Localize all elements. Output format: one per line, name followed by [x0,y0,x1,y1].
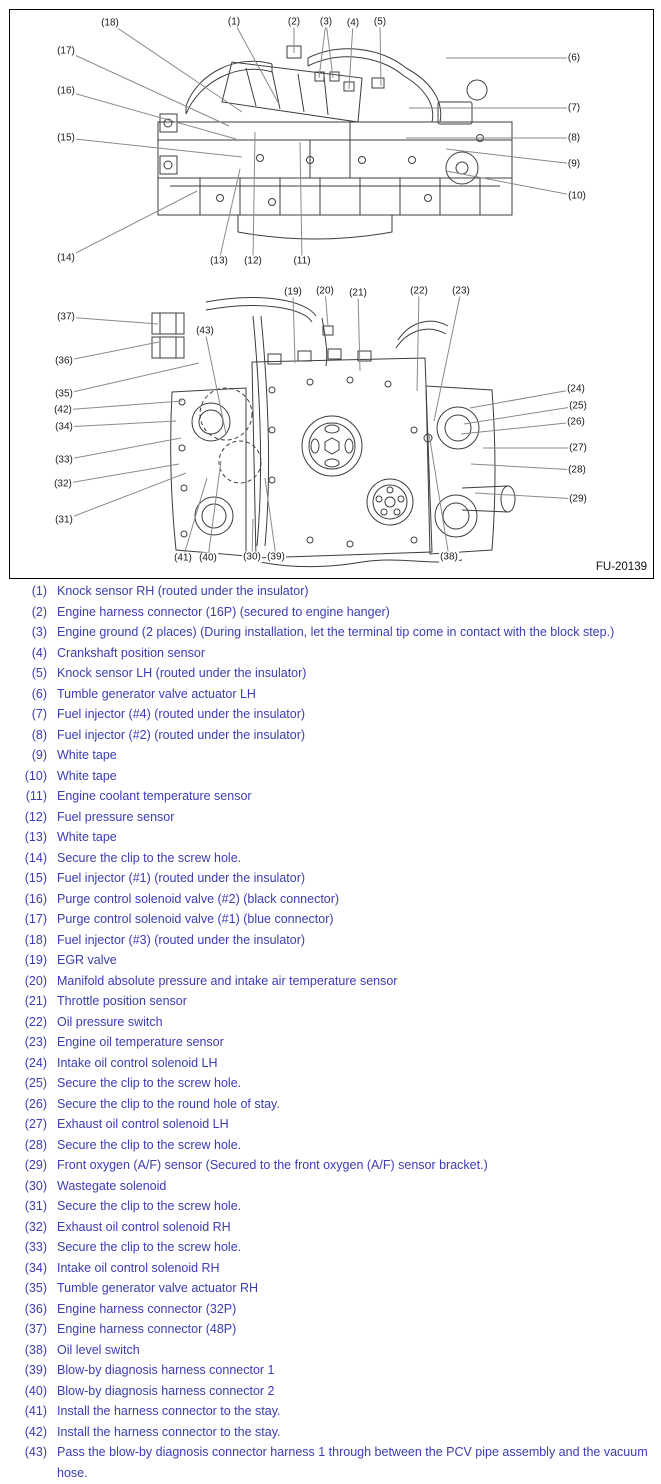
legend-item-text: Engine coolant temperature sensor [57,789,252,803]
legend-item-number: (23) [24,1035,47,1049]
legend-item-text: White tape [57,768,117,783]
legend-item [14,889,655,910]
legend-item [14,766,655,787]
legend-item-number: (24) [24,1055,47,1070]
callout-14: (14) [57,252,75,264]
legend-item-number: (32) [24,1219,47,1234]
legend-item-number: (37) [24,1322,47,1336]
callout-18: (18) [101,17,119,29]
legend-item-text: Exhaust oil control solenoid LH [57,1117,229,1131]
legend-item-text: Fuel injector (#4) (routed under the insulator) [57,707,306,721]
callout-42: (42) [54,404,72,416]
callout-39: (39) [267,551,285,563]
legend-item [14,1155,655,1176]
legend-item-number: (39) [24,1363,47,1377]
legend-item-number: (22) [24,1014,47,1029]
callout-21: (21) [349,287,367,299]
legend-item-number: (10) [24,768,47,783]
callout-13: (13) [210,255,228,267]
legend-item-text: Engine oil temperature sensor [57,1035,224,1049]
legend-item-text: Tumble generator valve actuator RH [57,1281,259,1295]
legend-item-text: Knock sensor LH (routed under the insulator) [57,666,307,680]
legend-item [14,704,655,725]
legend-item [14,622,655,643]
legend-item-number: (9) [31,748,47,762]
legend-item-text: Engine harness connector (16P) (secured to engine hanger) [57,604,390,619]
callout-20: (20) [316,285,334,297]
legend-item [14,663,655,684]
callout-12: (12) [244,255,262,267]
legend-item [14,1422,655,1443]
legend-item [14,950,655,971]
legend-item [14,930,655,951]
callout-33: (33) [55,454,73,466]
legend-item [14,971,655,992]
legend-item-text: Engine ground (2 places) (During installation, let the terminal tip come in contact with the block step.) [57,625,615,639]
legend-item-text: Install the harness connector to the stay. [57,1424,281,1439]
legend-item-number: (4) [31,645,47,660]
callout-9: (9) [567,158,581,170]
legend-item-text: Blow-by diagnosis harness connector 2 [57,1383,275,1398]
callout-4: (4) [346,17,360,29]
legend-item [14,1258,655,1279]
legend-item-text: EGR valve [57,953,117,967]
legend-item [14,909,655,930]
callout-37: (37) [57,311,75,323]
legend-item [14,786,655,807]
legend-item-number: (11) [25,789,47,803]
callout-7: (7) [567,102,581,114]
legend-item-number: (34) [24,1260,47,1275]
legend-item [14,684,655,705]
legend-item [14,725,655,746]
legend-item-text: Fuel injector (#3) (routed under the insulator) [57,932,306,947]
legend-item-number: (33) [24,1240,47,1254]
legend-item-text: Purge control solenoid valve (#1) (blue connector) [57,912,334,926]
legend-item [14,1299,655,1320]
legend-item-text: Fuel injector (#2) (routed under the insulator) [57,727,306,742]
legend-item [14,1319,655,1340]
callout-17: (17) [57,45,75,57]
legend-item-text: Secure the clip to the screw hole. [57,1199,242,1213]
legend-item-text: Crankshaft position sensor [57,645,205,660]
legend-item [14,848,655,869]
callout-layer [10,10,653,578]
legend-item [14,1442,655,1483]
callout-3: (3) [319,16,333,28]
legend-item-text: Manifold absolute pressure and intake air temperature sensor [57,973,398,988]
legend-item-number: (6) [31,686,47,701]
legend-item-number: (17) [24,912,47,926]
callout-27: (27) [569,442,587,454]
callout-26: (26) [567,416,585,428]
legend-item-text: Throttle position sensor [57,994,187,1008]
legend-item-text: Intake oil control solenoid LH [57,1055,218,1070]
callout-11: (11) [293,255,311,267]
legend-item [14,1278,655,1299]
callout-36: (36) [55,355,73,367]
legend-item-number: (31) [24,1199,47,1213]
legend-item-text: Pass the blow-by diagnosis connector harness 1 through between the PCV pipe assembly and the vacuum hose. [57,1445,648,1480]
callout-38: (38) [440,551,458,563]
legend-item [14,1360,655,1381]
legend-item-text: Engine harness connector (32P) [57,1301,237,1316]
legend-item [14,1053,655,1074]
callout-2: (2) [287,16,301,28]
callout-43: (43) [196,325,214,337]
legend-item-number: (13) [24,830,47,844]
legend-item-number: (5) [31,666,47,680]
legend-item [14,1114,655,1135]
legend-item-number: (29) [24,1158,47,1172]
legend-item-number: (43) [24,1445,47,1459]
callout-34: (34) [55,421,73,433]
legend-item [14,1032,655,1053]
callout-32: (32) [54,478,72,490]
legend-item-number: (16) [24,891,47,906]
callout-30: (30) [243,551,261,563]
legend-item [14,1340,655,1361]
legend-item [14,602,655,623]
legend-item-text: Tumble generator valve actuator LH [57,686,256,701]
figure-box [9,9,654,579]
callout-40: (40) [199,552,217,564]
callout-8: (8) [567,132,581,144]
legend-item-number: (20) [24,973,47,988]
legend-item [14,1176,655,1197]
legend-item-number: (8) [31,727,47,742]
legend-item-text: Wastegate solenoid [57,1178,167,1193]
legend-item-number: (21) [24,994,47,1008]
legend-item-number: (2) [31,604,47,619]
callout-41: (41) [174,552,192,564]
legend-item-number: (35) [24,1281,47,1295]
legend-item-number: (3) [31,625,47,639]
legend-item-number: (27) [24,1117,47,1131]
legend-item-number: (28) [24,1137,47,1152]
callout-23: (23) [452,285,470,297]
legend-item-number: (1) [31,584,47,598]
callout-1: (1) [227,16,241,28]
legend-item-number: (38) [24,1342,47,1357]
legend-item [14,1135,655,1156]
legend-item [14,1217,655,1238]
legend-item-number: (19) [24,953,47,967]
legend-item-text: Engine harness connector (48P) [57,1322,237,1336]
legend-item [14,1196,655,1217]
legend-item [14,745,655,766]
legend-item-text: Exhaust oil control solenoid RH [57,1219,231,1234]
legend-item-number: (14) [24,850,47,865]
legend-item-number: (36) [24,1301,47,1316]
legend-item-text: Secure the clip to the screw hole. [57,1240,242,1254]
legend-item [14,807,655,828]
legend-item [14,868,655,889]
callout-5: (5) [373,16,387,28]
legend-item [14,581,655,602]
legend-item [14,643,655,664]
legend-item-text: Install the harness connector to the stay. [57,1404,281,1418]
legend-item-text: Secure the clip to the round hole of stay. [57,1096,280,1111]
callout-35: (35) [55,388,73,400]
callout-31: (31) [55,514,73,526]
legend-item-text: Fuel injector (#1) (routed under the insulator) [57,871,306,885]
legend-item-text: Secure the clip to the screw hole. [57,1076,242,1090]
callout-15: (15) [57,132,75,144]
legend-item-text: Oil pressure switch [57,1014,163,1029]
legend-item-text: Oil level switch [57,1342,140,1357]
legend-item-text: Intake oil control solenoid RH [57,1260,220,1275]
legend-item-text: Blow-by diagnosis harness connector 1 [57,1363,275,1377]
legend-item-number: (41) [24,1404,47,1418]
legend-item-number: (26) [24,1096,47,1111]
legend-item [14,1073,655,1094]
legend-item-text: Secure the clip to the screw hole. [57,1137,242,1152]
legend-item [14,1401,655,1422]
legend-item-number: (40) [24,1383,47,1398]
legend-item [14,1237,655,1258]
legend-item-text: Front oxygen (A/F) sensor (Secured to the front oxygen (A/F) sensor bracket.) [57,1158,488,1172]
legend-item-text: White tape [57,748,117,762]
legend-item-text: Purge control solenoid valve (#2) (black connector) [57,891,340,906]
callout-6: (6) [567,52,581,64]
callout-24: (24) [567,383,585,395]
legend-item [14,1094,655,1115]
callout-22: (22) [410,285,428,297]
legend-item-text: White tape [57,830,117,844]
legend-item-text: Secure the clip to the screw hole. [57,850,242,865]
callout-29: (29) [569,493,587,505]
legend-item-number: (18) [24,932,47,947]
callout-28: (28) [568,464,586,476]
legend-list [14,581,655,1483]
legend-item-number: (42) [24,1424,47,1439]
callout-25: (25) [569,400,587,412]
legend-item-number: (7) [31,707,47,721]
legend-item-number: (12) [24,809,47,824]
legend-item-number: (15) [24,871,47,885]
legend-item [14,827,655,848]
legend-item-number: (30) [24,1178,47,1193]
legend-item [14,1381,655,1402]
legend-item [14,1012,655,1033]
legend-item [14,991,655,1012]
figure-code: FU-20139 [595,561,647,573]
legend-item-number: (25) [24,1076,47,1090]
legend-item-text: Fuel pressure sensor [57,809,175,824]
callout-19: (19) [284,286,302,298]
callout-16: (16) [57,85,75,97]
callout-10: (10) [568,190,586,202]
legend-item-text: Knock sensor RH (routed under the insulator) [57,584,309,598]
